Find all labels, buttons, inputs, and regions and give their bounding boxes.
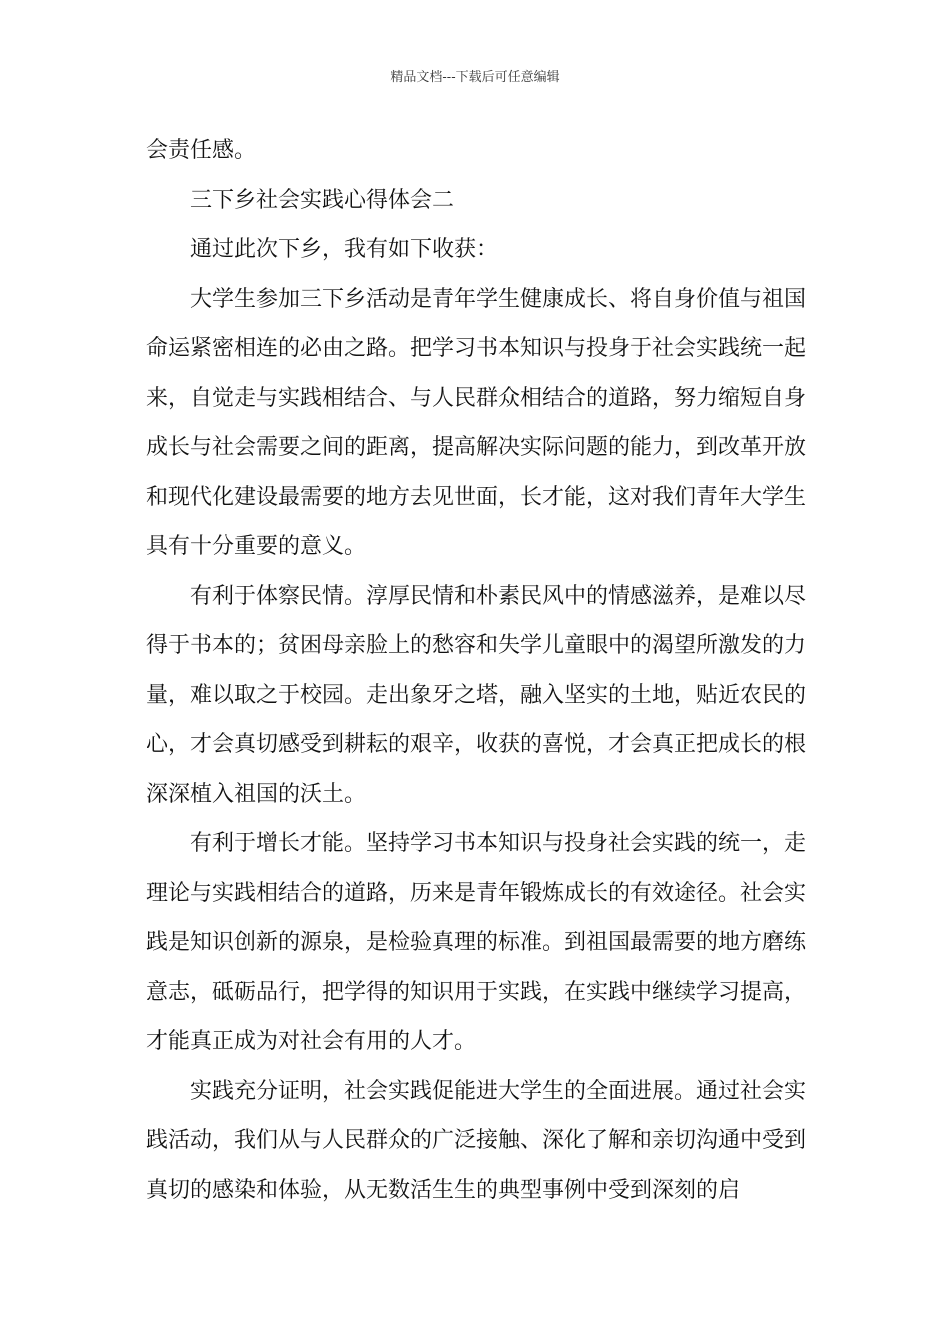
section-title: 三下乡社会实践心得体会二 [190,187,455,213]
page-header: 精品文档---下载后可任意编辑 [390,70,560,85]
paragraph-1: 会责任感。 [146,138,257,163]
paragraph-2: 大学生参加三下乡活动是青年学生健康成长、将自身价值与祖国命运紧密相连的必由之路。把学习书本知识与投身于社会实践统一起来，自觉走与实践相结合、与人民群众相结合的道路，努力缩短自身成长与社会需要之间的距离，提高解决实际问题的能力，到改革开放和现代化建设最需要的地方去见世面，长才能，这对我们青年大学生具有十分重要的意义。 [146,286,807,559]
paragraph-3: 有利于体察民情。淳厚民情和朴素民风中的情感滋养，是难以尽得于书本的；贫困母亲脸上的愁容和失学儿童眼中的渴望所激发的力量，难以取之于校园。走出象牙之塔，融入坚实的土地，贴近农民的心，才会真切感受到耕耘的艰辛，收获的喜悦，才会真正把成长的根深深植入祖国的沃土。 [146,583,807,807]
paragraph-5: 实践充分证明，社会实践促能进大学生的全面进展。通过社会实践活动，我们从与人民群众的广泛接触、深化了解和亲切沟通中受到真切的感染和体验，从无数活生生的典型事例中受到深刻的启 [146,1078,807,1203]
document-body [146,126,806,1215]
paragraph-intro: 通过此次下乡，我有如下收获： [190,237,499,262]
paragraph-4: 有利于增长才能。坚持学习书本知识与投身社会实践的统一，走理论与实践相结合的道路，历来是青年锻炼成长的有效途径。社会实践是知识创新的源泉，是检验真理的标准。到祖国最需要的地方磨练意志，砥砺品行，把学得的知识用于实践，在实践中继续学习提高，才能真正成为对社会有用的人才。 [146,831,807,1054]
